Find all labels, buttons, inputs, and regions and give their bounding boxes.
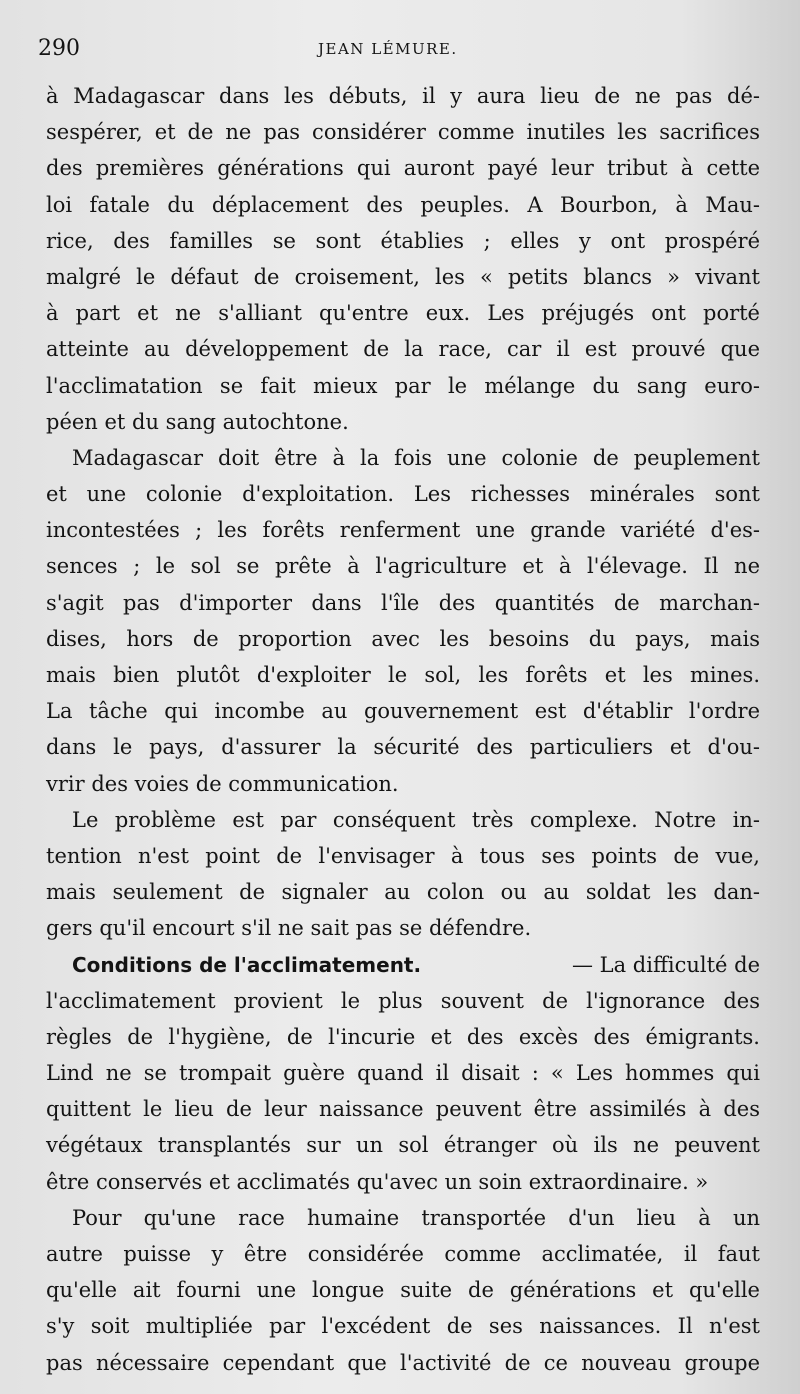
text-line: loi fatale du déplacement des peuples. A Bourbon, à Mau- (46, 192, 760, 217)
text-line: qu'elle ait fourni une longue suite de générations et qu'elle (46, 1278, 760, 1303)
text-line: sespérer, et de ne pas considérer comme inutiles les sacrifices (46, 120, 760, 145)
text-line: végétaux transplantés sur un sol étranger où ils ne peuvent (46, 1133, 760, 1158)
text-line: autre puisse y être considérée comme acclimatée, il faut (46, 1242, 760, 1266)
body-text (46, 78, 760, 1381)
text-line: Pour qu'une race humaine transportée d'un lieu à un (72, 1205, 760, 1230)
text-line: mais bien plutôt d'exploiter le sol, les forêts et les mines. (46, 663, 760, 687)
text-line: Le problème est par conséquent très complexe. Notre in- (72, 807, 760, 832)
text-line: s'agit pas d'importer dans l'île des quantités de marchan- (46, 590, 760, 615)
text-line: s'y soit multipliée par l'excédent de ses naissances. Il n'est (46, 1314, 760, 1339)
text-line: dises, hors de proportion avec les besoins du pays, mais (46, 626, 760, 651)
text-line: à part et ne s'alliant qu'entre eux. Les préjugés ont porté (46, 301, 760, 326)
text-line: atteinte au développement de la race, car il est prouvé que (46, 337, 760, 362)
page-number: 290 (38, 36, 80, 61)
text-line: incontestées ; les forêts renferment une grande variété d'es- (46, 518, 760, 543)
text-line: rice, des familles se sont établies ; elles y ont prospéré (46, 228, 760, 253)
text-line: des premières générations qui auront payé leur tribut à cette (46, 156, 760, 181)
section-title: Conditions de l'acclimatement. (72, 952, 422, 977)
text-line: malgré le défaut de croisement, les « petits blancs » vivant (46, 264, 760, 289)
text-line: être conservés et acclimatés qu'avec un soin extraordinaire. » (46, 1169, 709, 1194)
running-head: JEAN LÉMURE. (318, 40, 458, 58)
text-line: Lind ne se trompait guère quand il disait : « Les hommes qui (46, 1061, 760, 1086)
text-line: vrir des voies de communication. (46, 771, 399, 796)
text-line: pas nécessaire cependant que l'activité de ce nouveau groupe (46, 1350, 760, 1375)
text-line-fragment: — La difficulté de (571, 952, 760, 977)
text-line: l'acclimatation se fait mieux par le mélange du sang euro- (46, 373, 760, 398)
text-line: gers qu'il encourt s'il ne sait pas se défendre. (46, 916, 532, 941)
text-line: sences ; le sol se prête à l'agriculture et à l'élevage. Il ne (46, 554, 760, 579)
text-line: tention n'est point de l'envisager à tous ses points de vue, (46, 843, 760, 868)
page-header (38, 36, 760, 70)
text-line: péen et du sang autochtone. (46, 409, 349, 434)
text-line: l'acclimatement provient le plus souvent de l'ignorance des (46, 988, 760, 1013)
text-line: règles de l'hygiène, de l'incurie et des excès des émigrants. (46, 1024, 760, 1049)
text-line: Madagascar doit être à la fois une colonie de peuplement (72, 445, 760, 470)
text-line: dans le pays, d'assurer la sécurité des particuliers et d'ou- (46, 735, 760, 760)
section-heading-line (46, 947, 760, 983)
text-line: et une colonie d'exploitation. Les richesses minérales sont (46, 482, 760, 507)
text-line: mais seulement de signaler au colon ou au soldat les dan- (46, 880, 760, 905)
text-line: La tâche qui incombe au gouvernement est d'établir l'ordre (46, 699, 760, 724)
text-line: à Madagascar dans les débuts, il y aura lieu de ne pas dé- (46, 84, 760, 108)
text-line: quittent le lieu de leur naissance peuvent être assimilés à des (46, 1097, 760, 1122)
